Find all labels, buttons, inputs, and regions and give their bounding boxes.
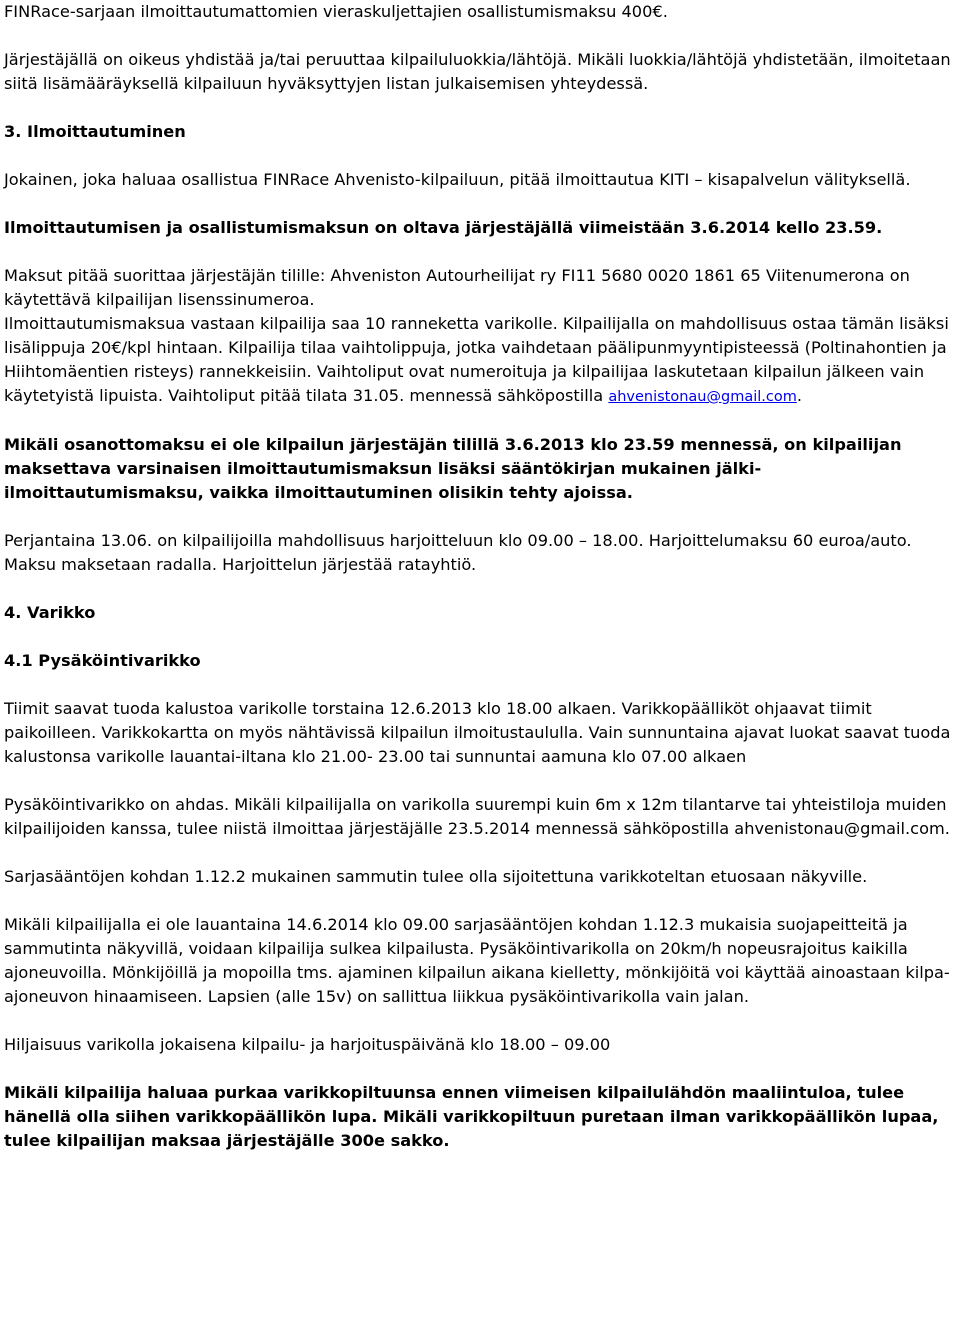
wristbands-text: Ilmoittautumismaksua vastaan kilpailija saa 10 ranneketta varikolle. Kilpailijalla on mahdollisuus ostaa tämän lisäksi lisälippuja 20€/kpl hintaan. Kilpailija tilaa vaihtolippuja, jotka vaihdetaan päälipunmyyntipisteessä (Poltinahontien ja Hiihtomäentien risteys) rannekkeisiin. Vaihtoliput ovat numeroituja ja kilpailijaa laskutetaan kilpailun jälkeen vain käytetyistä lipuista. Vaihtoliput pitää tilata 31.05. mennessä sähköpostilla xyxy=(4,314,949,405)
period: . xyxy=(796,386,803,405)
teams-paragraph: Tiimit saavat tuoda kalustoa varikolle torstaina 12.6.2013 klo 18.00 alkaen. Varikkopäälliköt ohjaavat tiimit paikoilleen. Varikkokartta on myös nähtävissä kilpailun ilmoitustaululla. Vain sunnuntaina ajavat luokat saavat tuoda kalustonsa varikolle lauantai-iltana klo 21.00- 23.00 tai sunnuntai aamuna klo 07.00 alkaen xyxy=(4,699,951,766)
space-paragraph: Pysäköintivarikko on ahdas. Mikäli kilpailijalla on varikolla suurempi kuin 6m x 12m tilantarve tai yhteistiloja muiden kilpailijoiden kanssa, tulee niistä ilmoittaa järjestäjälle 23.5.2014 mennessä sähköpostilla ahvenistonau@gmail.com. xyxy=(4,795,950,838)
extinguisher-paragraph: Sarjasääntöjen kohdan 1.12.2 mukainen sammutin tulee olla sijoitettuna varikkoteltan etuosaan näkyville. xyxy=(4,867,868,886)
section-3-heading: 3. Ilmoittautuminen xyxy=(4,122,186,141)
registration-paragraph: Jokainen, joka haluaa osallistua FINRace Ahvenisto-kilpailuun, pitää ilmoittautua KITI – kisapalvelun välityksellä. xyxy=(4,170,911,189)
practice-paragraph: Perjantaina 13.06. on kilpailijoilla mahdollisuus harjoitteluun klo 09.00 – 18.00. Harjoittelumaksu 60 euroa/auto. Maksu maksetaan radalla. Harjoittelun järjestää ratayhtiö. xyxy=(4,531,912,574)
classes-paragraph: Järjestäjällä on oikeus yhdistää ja/tai peruuttaa kilpailuluokkia/lähtöjä. Mikäli luokkia/lähtöjä yhdistetään, ilmoitetaan siitä lisämääräyksellä kilpailuun hyväksyttyjen listan julkaisemisen yhteydessä. xyxy=(4,50,951,93)
guest-driver-fee-paragraph: FINRace-sarjaan ilmoittautumattomien vieraskuljettajien osallistumismaksu 400€. xyxy=(4,2,668,21)
deadline-paragraph: Ilmoittautumisen ja osallistumismaksun on oltava järjestäjällä viimeistään 3.6.2014 kello 23.59. xyxy=(4,218,883,237)
section-4-heading: 4. Varikko xyxy=(4,603,96,622)
quiet-hours-paragraph: Hiljaisuus varikolla jokaisena kilpailu- ja harjoituspäivänä klo 18.00 – 09.00 xyxy=(4,1035,611,1054)
email-link[interactable]: ahvenistonau@gmail.com xyxy=(608,389,797,405)
section-4-1-heading: 4.1 Pysäköintivarikko xyxy=(4,651,201,670)
wristbands-paragraph xyxy=(4,312,956,409)
payment-paragraph: Maksut pitää suorittaa järjestäjän tilille: Ahveniston Autourheilijat ry FI11 5680 0020 1861 65 Viitenumerona on käytettävä kilpailijan lisenssinumeroa. xyxy=(4,266,910,309)
document-page xyxy=(4,0,956,1153)
late-fee-paragraph: Mikäli osanottomaksu ei ole kilpailun järjestäjän tilillä 3.6.2013 klo 23.59 mennessä, on kilpailijan maksettava varsinaisen ilmoittautumismaksun lisäksi sääntökirjan mukainen jälki-ilmoittautumismaksu, vaikka ilmoittautuminen olisikin tehty ajoissa. xyxy=(4,435,902,502)
dismantle-paragraph: Mikäli kilpailija haluaa purkaa varikkopiltuunsa ennen viimeisen kilpailulähdön maaliintuloa, tulee hänellä olla siihen varikkopäällikön lupa. Mikäli varikkopiltuun puretaan ilman varikkopäällikön lupaa, tulee kilpailijan maksaa järjestäjälle 300e sakko. xyxy=(4,1083,939,1150)
rules-paragraph: Mikäli kilpailijalla ei ole lauantaina 14.6.2014 klo 09.00 sarjasääntöjen kohdan 1.12.3 mukaisia suojapeitteitä ja sammutinta näkyvillä, voidaan kilpailija sulkea kilpailusta. Pysäköintivarikolla on 20km/h nopeusrajoitus kaikilla ajoneuvoilla. Mönkijöillä ja mopoilla tms. ajaminen kilpailun aikana kielletty, mönkijöitä voi käyttää ainoastaan kilpa-ajoneuvon hinaamiseen. Lapsien (alle 15v) on sallittua liikkua pysäköintivarikolla vain jalan. xyxy=(4,915,950,1006)
